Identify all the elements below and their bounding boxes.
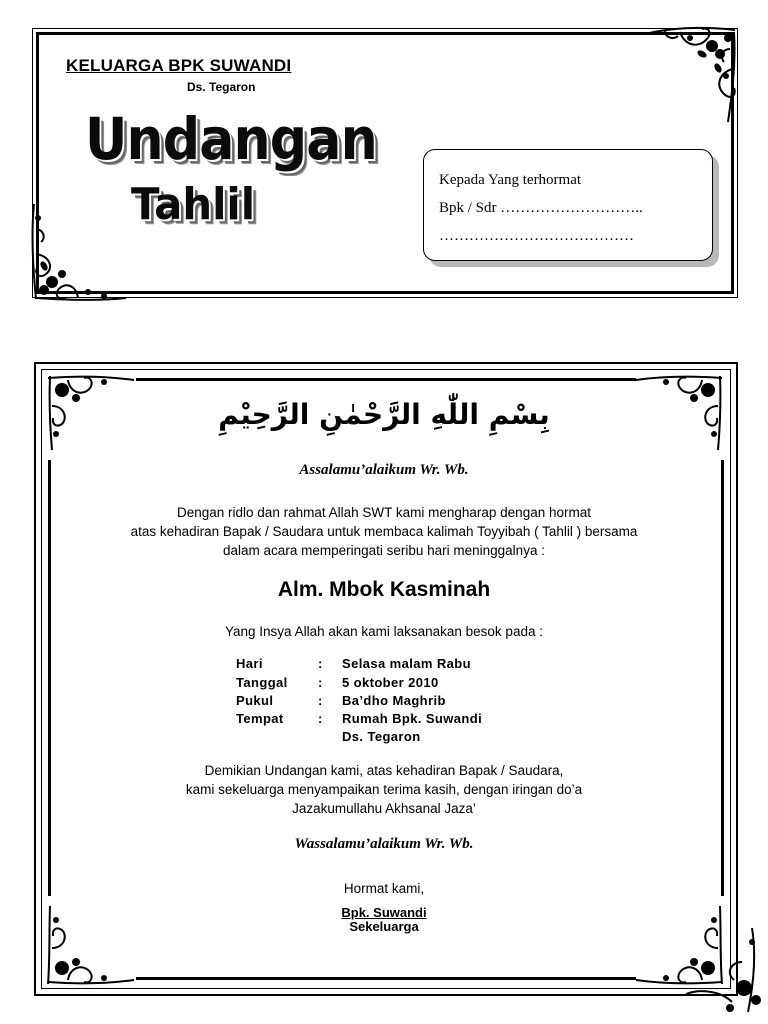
closing-line-3: Jazakumullahu Akhsanal Jaza’ xyxy=(292,801,476,816)
closing-line-2: kami sekeluarga menyampaikan terima kasih, dengan iringan do’a xyxy=(185,782,583,797)
intro-line-1: Dengan ridlo dan rahmat Allah SWT kami mengharap dengan hormat xyxy=(177,505,591,520)
address-salutation: Kepada Yang terhormat xyxy=(439,172,582,188)
detail-label: Pukul xyxy=(236,693,274,708)
detail-colon: : xyxy=(318,711,323,726)
detail-label: Hari xyxy=(236,656,263,671)
detail-label: Tempat xyxy=(236,711,284,726)
address-box xyxy=(423,149,713,261)
intro-line-3: dalam acara memperingati seribu hari meninggalnya : xyxy=(223,543,545,558)
family-name: KELUARGA BPK SUWANDI xyxy=(66,56,292,75)
farewell: Wassalamu’alaikum Wr. Wb. xyxy=(294,836,474,852)
signer-family: Sekeluarga xyxy=(349,919,419,934)
greeting: Assalamu’alaikum Wr. Wb. xyxy=(299,462,469,478)
village-name: Ds. Tegaron xyxy=(187,80,256,94)
detail-value: 5 oktober 2010 xyxy=(342,675,439,690)
closing-line-1: Demikian Undangan kami, atas kehadiran Bapak / Saudara, xyxy=(204,763,564,778)
intro-line-2: atas kehadiran Bapak / Saudara untuk membaca kalimah Toyyibah ( Tahlil ) bersama xyxy=(130,524,638,539)
detail-row-time xyxy=(236,693,446,708)
title-undangan: Undangan xyxy=(85,105,377,173)
detail-row-place-cont xyxy=(236,729,421,744)
detail-label: Tanggal xyxy=(236,675,288,690)
top-border-rule xyxy=(136,378,636,381)
detail-value: Rumah Bpk. Suwandi xyxy=(342,711,483,726)
detail-colon: : xyxy=(318,675,323,690)
signer-name: Bpk. Suwandi xyxy=(341,905,427,920)
title-tahlil: Tahlil xyxy=(131,179,256,230)
detail-colon: : xyxy=(318,693,323,708)
detail-row-place xyxy=(236,711,482,726)
deceased-name: Alm. Mbok Kasminah xyxy=(277,578,491,601)
address-blank-line: ………………………………… xyxy=(439,228,634,244)
floral-corner-ornament xyxy=(28,204,128,304)
detail-value: Selasa malam Rabu xyxy=(342,656,471,671)
bottom-border-rule xyxy=(136,977,636,980)
floral-corner-ornament xyxy=(640,24,740,124)
detail-row-day xyxy=(236,656,471,671)
regards: Hormat kami, xyxy=(343,881,425,896)
bismillah-calligraphy: بِسْمِ اللّٰهِ الرَّحْمٰنِ الرَّحِيْمِ xyxy=(218,398,550,431)
detail-colon: : xyxy=(318,656,323,671)
detail-value: Ds. Tegaron xyxy=(342,729,421,744)
detail-value: Ba’dho Maghrib xyxy=(342,693,446,708)
address-recipient: Bpk / Sdr ……………………….. xyxy=(439,200,643,216)
floral-corner-ornament xyxy=(682,922,766,1018)
envelope-card xyxy=(32,28,738,298)
schedule-intro: Yang Insya Allah akan kami laksanakan besok pada : xyxy=(225,624,543,639)
detail-row-date xyxy=(236,675,439,690)
